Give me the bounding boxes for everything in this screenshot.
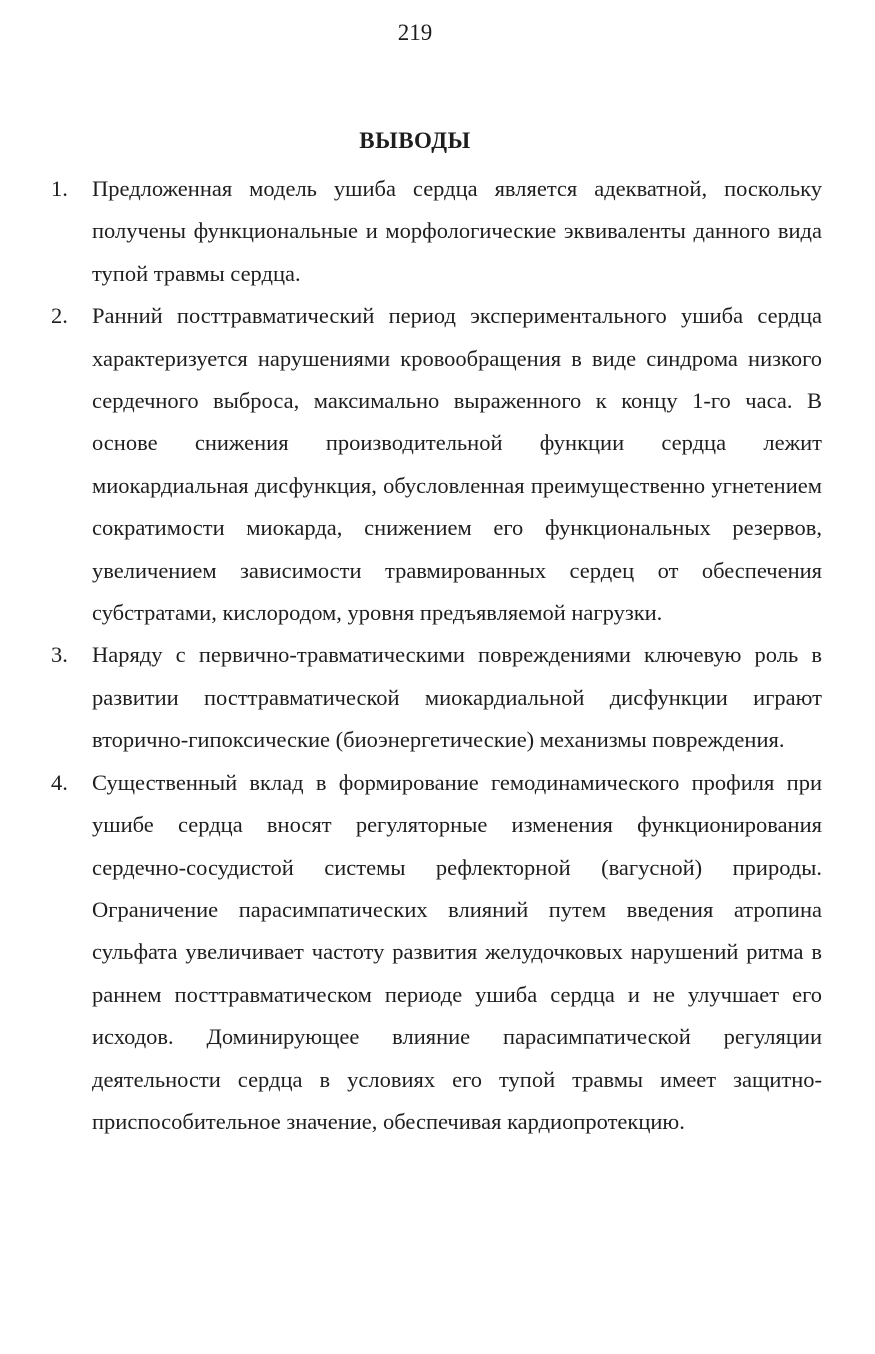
conclusion-number: 3.	[51, 642, 68, 668]
conclusion-number: 2.	[51, 303, 68, 329]
conclusion-text: Ранний посттравматический период экспериментального ушиба сердца характеризуется нарушениями кровообращения в виде синдрома низкого сердечного выброса, максимально выраженного к концу 1-го часа. В основе снижения производительной функции сердца лежит миокардиальная дисфункция, обусловленная преимущественно угнетением сократимости миокарда, снижением его функциональных резервов, увеличением зависимости травмированных сердец от обеспечения субстратами, кислородом, уровня предъявляемой нагрузки.	[92, 303, 822, 626]
conclusions-list	[0, 168, 875, 1143]
conclusion-item	[0, 295, 875, 634]
conclusion-number: 1.	[51, 176, 68, 201]
conclusion-item	[0, 762, 875, 1144]
conclusion-item	[0, 634, 875, 761]
section-heading: ВЫВОДЫ	[359, 128, 471, 153]
page-number: 219	[397, 20, 433, 45]
conclusion-item	[0, 168, 875, 295]
conclusion-text: Существенный вклад в формирование гемодинамического профиля при ушибе сердца вносят регуляторные изменения функционирования сердечно-сосудистой системы рефлекторной (вагусной) природы. Ограничение парасимпатических влияний путем введения атропина сульфата увеличивает частоту развития желудочковых нарушений ритма в раннем посттравматическом периоде ушиба сердца и не улучшает его исходов. Доминирующее влияние парасимпатической регуляции деятельности сердца в условиях его тупой травмы имеет защитно-приспособительное значение, обеспечивая кардиопротекцию.	[92, 769, 822, 1134]
conclusion-text: Наряду с первично-травматическими повреждениями ключевую роль в развитии посттравматической миокардиальной дисфункции играют вторично-гипоксические (биоэнергетические) механизмы повреждения.	[92, 642, 822, 753]
conclusion-text: Предложенная модель ушиба сердца является адекватной, поскольку получены функциональные и морфологические эквиваленты данного вида тупой травмы сердца.	[92, 176, 822, 286]
conclusion-number: 4.	[51, 769, 68, 795]
